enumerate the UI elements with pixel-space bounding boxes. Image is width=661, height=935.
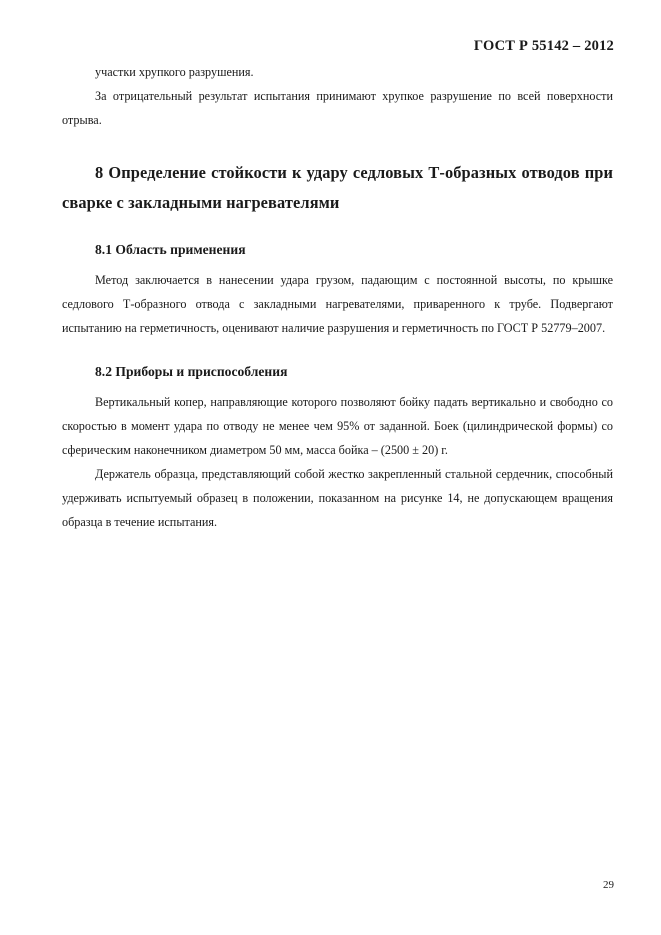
- standard-code-header: ГОСТ Р 55142 – 2012: [473, 38, 614, 54]
- section-8-2-paragraph-1: Вертикальный копер, направляющие которого позволяют бойку падать вертикально и свободно со скоростью в момент удара по отводу не менее чем 95% от заданной. Боек (цилиндрической формы) со сферическим наконечником диаметром 50 мм, масса бойка – (2500 ± 20) г.: [62, 395, 613, 457]
- paragraph-continuation: участки хрупкого разрушения.: [95, 65, 254, 79]
- section-8-2-paragraph-2: Держатель образца, представляющий собой жестко закрепленный стальной сердечник, способный удерживать испытуемый образец в положении, показанном на рисунке 14, не допускающем вращения образца в течение испытания.: [62, 467, 613, 529]
- section-8-2-heading: 8.2 Приборы и приспособления: [95, 364, 288, 379]
- document-body: [62, 60, 613, 534]
- section-8-heading: 8 Определение стойкости к удару седловых Т-образных отводов при сварке с закладными нагревателями: [62, 163, 613, 212]
- page-number: 29: [603, 879, 614, 891]
- paragraph-negative-result: За отрицательный результат испытания принимают хрупкое разрушение по всей поверхности отрыва.: [62, 89, 613, 127]
- section-8-1-heading: 8.1 Область применения: [95, 242, 246, 257]
- section-8-1-paragraph: Метод заключается в нанесении удара грузом, падающим с постоянной высоты, по крышке седлового Т-образного отвода с закладными нагревателями, приваренного к трубе. Подвергают испытанию на герметичность, оценивают наличие разрушения и герметичность по ГОСТ Р 52779–2007.: [62, 273, 613, 335]
